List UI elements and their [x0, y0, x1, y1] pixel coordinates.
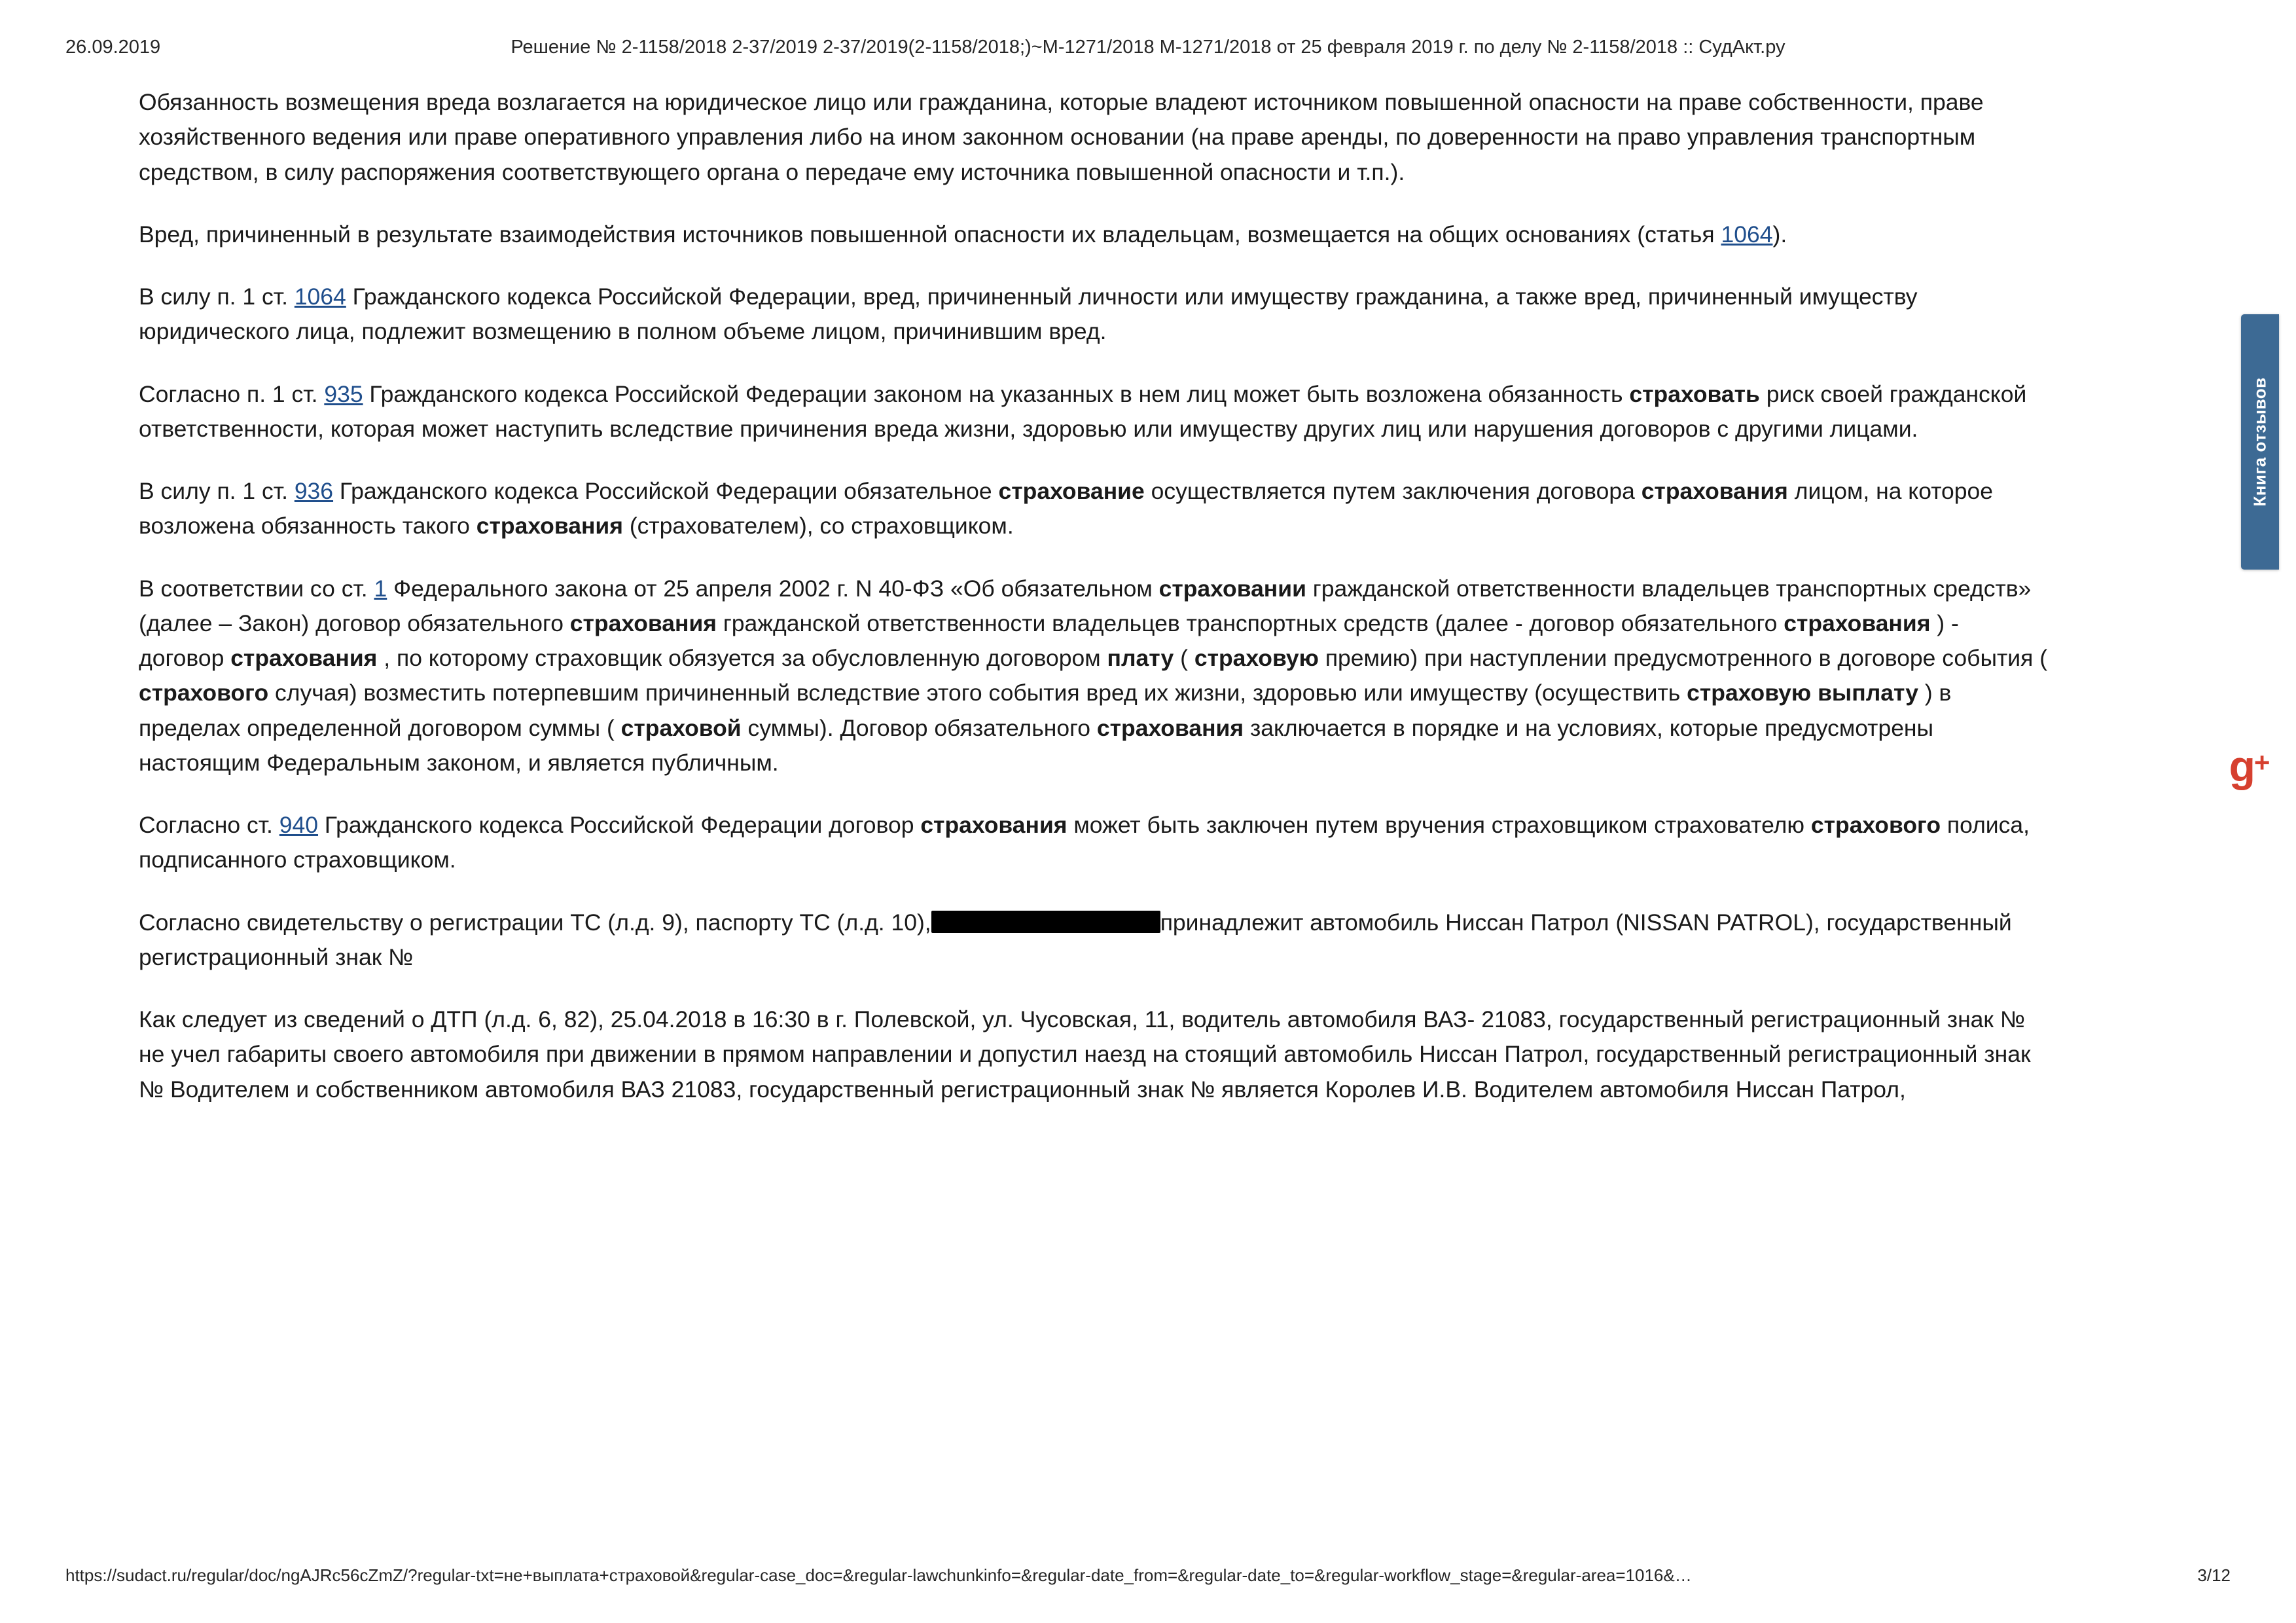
- text-run: В силу п. 1 ст.: [139, 283, 295, 310]
- text-run: (страхователем), со страховщиком.: [622, 513, 1014, 539]
- law-article-link[interactable]: 1064: [294, 283, 346, 310]
- text-run: осуществляется путем заключения договора: [1144, 478, 1641, 504]
- print-page-number: 3/12: [2197, 1565, 2231, 1585]
- law-article-link[interactable]: 1064: [1721, 221, 1773, 247]
- text-run: Согласно п. 1 ст.: [139, 380, 325, 407]
- text-run: заключается в порядке и на условиях, которые предусмотрены настоящим Федеральным законом, и является публичным.: [139, 714, 1934, 776]
- highlighted-term: страховую: [1194, 645, 1319, 671]
- highlighted-term: страхования: [1641, 478, 1788, 504]
- text-run: риск своей гражданской ответственности, которая может наступить вследствие причинения вреда жизни, здоровью или имуществу других лиц или нарушения договоров с другими лицами.: [139, 380, 2027, 442]
- highlighted-term: страхование: [998, 478, 1145, 504]
- text-run: Обязанность возмещения вреда возлагается на юридическое лицо или гражданина, которые владеют источником повышенной опасности на праве собственности, праве хозяйственного ведения или праве оперативного управления либо на ином законном основании (на праве аренды, по доверенности на право управления транспортным средством, в силу распоряжения соответствующего органа о передаче ему источника повышенной опасности и т.п.).: [139, 89, 1984, 185]
- text-run: Как следует из сведений о ДТП (л.д. 6, 82), 25.04.2018 в 16:30 в г. Полевской, ул. Чусовская, 11, водитель автомобиля ВАЗ- 21083, государственный регистрационный знак № не учел габариты своего автомобиля при движении в прямом направлении и допустил наезд на стоящий автомобиль Ниссан Патрол, государственный регистрационный знак № Водителем и собственником автомобиля ВАЗ 21083, государственный регистрационный знак № является Королев И.В. Водителем автомобиля Ниссан Патрол,: [139, 1006, 2031, 1103]
- law-article-link[interactable]: 936: [294, 478, 334, 504]
- text-run: Вред, причиненный в результате взаимодействия источников повышенной опасности их владельцам, возмещается на общих основаниях (статья: [139, 221, 1721, 247]
- text-run: Гражданского кодекса Российской Федерации договор: [318, 812, 921, 838]
- paragraph: [139, 572, 2050, 781]
- highlighted-term: страхования: [920, 812, 1067, 838]
- text-run: Согласно ст.: [139, 812, 279, 838]
- paragraph: [139, 808, 2050, 878]
- text-run: гражданской ответственности владельцев транспортных средств (далее - договор обязательного: [716, 610, 1784, 636]
- text-run: (: [1174, 645, 1194, 671]
- highlighted-term: страховой: [620, 714, 742, 741]
- feedback-book-label: Книга отзывов: [2250, 377, 2270, 507]
- google-plus-icon[interactable]: [2219, 739, 2279, 790]
- highlighted-term: страхового: [139, 680, 269, 706]
- text-run: премию) при наступлении предусмотренного в договоре события (: [1318, 645, 2048, 671]
- paragraph: [139, 905, 2050, 976]
- text-run: В силу п. 1 ст.: [139, 478, 295, 504]
- text-run: Гражданского кодекса Российской Федерации, вред, причиненный личности или имуществу гражданина, а также вред, причиненный имуществу юридического лица, подлежит возмещению в полном объеме лицом, причинившим вред.: [139, 283, 1918, 345]
- highlighted-term: страхования: [230, 645, 378, 671]
- text-run: В соответствии со ст.: [139, 575, 374, 602]
- highlighted-term: страхования: [1784, 610, 1931, 636]
- text-run: суммы). Договор обязательного: [741, 714, 1097, 741]
- paragraph: [139, 217, 2050, 252]
- text-run: случая) возместить потерпевшим причиненный вследствие этого события вред их жизни, здоровью или имуществу (осуществить: [268, 680, 1687, 706]
- text-run: Гражданского кодекса Российской Федерации законом на указанных в нем лиц может быть возложена обязанность: [363, 380, 1630, 407]
- highlighted-term: страхования: [476, 513, 623, 539]
- document-text: [139, 85, 2050, 1107]
- law-article-link[interactable]: 940: [279, 812, 319, 838]
- text-run: гражданской ответственности владельцев транспортных средств» (далее – Закон) договор обязательного: [139, 575, 2032, 636]
- paragraph: [139, 377, 2050, 447]
- text-run: ) - договор: [139, 610, 1959, 671]
- text-run: может быть заключен путем вручения страховщиком страхователю: [1067, 812, 1811, 838]
- highlighted-term: страховании: [1158, 575, 1306, 602]
- law-article-link[interactable]: 935: [324, 380, 363, 407]
- text-run: Согласно свидетельству о регистрации ТС (л.д. 9), паспорту ТС (л.д. 10),: [139, 909, 931, 936]
- highlighted-term: страхования: [569, 610, 717, 636]
- text-run: , по которому страховщик обязуется за обусловленную договором: [377, 645, 1107, 671]
- text-run: полиса, подписанного страховщиком.: [139, 812, 2030, 873]
- paragraph: [139, 1002, 2050, 1107]
- paragraph: [139, 85, 2050, 190]
- text-run: Гражданского кодекса Российской Федерации обязательное: [333, 478, 999, 504]
- text-run: принадлежит автомобиль Ниссан Патрол (NISSAN PATROL), государственный регистрационный знак №: [139, 909, 2012, 970]
- paragraph: [139, 280, 2050, 350]
- print-url: https://sudact.ru/regular/doc/ngAJRc56cZmZ/?regular-txt=не+выплата+страховой&regular-case_doc=&regular-lawchunkinfo=&regular-date_from=&regular-date_to=&regular-workflow_stage=&regular-area=1016&…: [65, 1565, 1692, 1585]
- highlighted-term: плату: [1107, 645, 1174, 671]
- text-run: ) в пределах определенной договором суммы (: [139, 680, 1952, 741]
- paragraph: [139, 474, 2050, 544]
- text-run: ).: [1772, 221, 1787, 247]
- highlighted-term: страхового: [1810, 812, 1941, 838]
- text-run: лицом, на которое возложена обязанность такого: [139, 478, 1994, 539]
- print-date: 26.09.2019: [65, 37, 161, 58]
- feedback-book-tab[interactable]: [2241, 314, 2279, 570]
- google-plus-plus: +: [2253, 747, 2269, 778]
- google-plus-g: g: [2229, 742, 2254, 790]
- law-article-link[interactable]: 1: [374, 575, 387, 602]
- print-header: [0, 37, 2296, 63]
- redaction-bar: [931, 911, 1160, 933]
- highlighted-term: страховую выплату: [1687, 680, 1918, 706]
- highlighted-term: страховать: [1629, 380, 1760, 407]
- text-run: Федерального закона от 25 апреля 2002 г. N 40-ФЗ «Об обязательном: [387, 575, 1159, 602]
- print-doc-title: Решение № 2-1158/2018 2-37/2019 2-37/2019(2-1158/2018;)~М-1271/2018 М-1271/2018 от 25 февраля 2019 г. по делу № 2-1158/2018 :: СудАкт.ру: [511, 37, 1785, 58]
- print-footer: [0, 1565, 2296, 1592]
- highlighted-term: страхования: [1096, 714, 1244, 741]
